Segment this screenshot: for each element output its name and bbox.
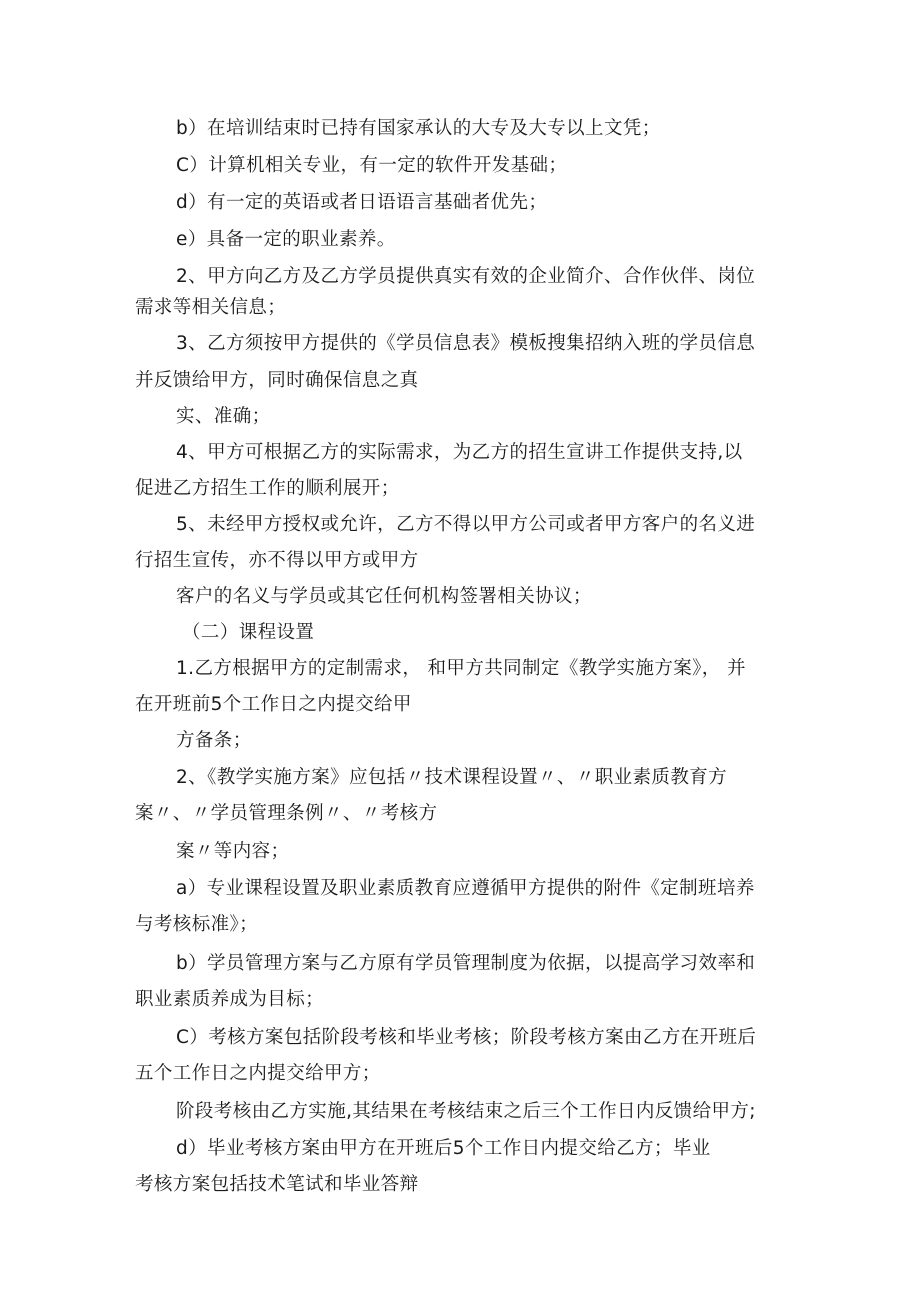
text-line-4: e）具备一定的职业素养。 (176, 229, 396, 250)
text-line-6: 需求等相关信息； (135, 297, 287, 318)
text-line-8: 并反馈给甲方，同时确保信息之真 (135, 370, 419, 391)
text-line-17: 在开班前5个工作日之内提交给甲 (135, 694, 412, 715)
text-line-7: 3、乙方须按甲方提供的《学员信息表》模板搜集招纳入班的学员信息 (176, 333, 756, 354)
text-line-25: 职业素质养成为目标； (135, 989, 325, 1010)
text-line-11: 促进乙方招生工作的顺利展开； (135, 478, 400, 499)
text-line-24: b）学员管理方案与乙方原有学员管理制度为依据，以提高学习效率和 (176, 953, 756, 974)
text-line-22: a）专业课程设置及职业素质教育应遵循甲方提供的附件《定制班培养 (176, 878, 755, 899)
text-line-27: 五个工作日之内提交给甲方； (135, 1063, 381, 1084)
text-line-20: 案〃、〃学员管理条例〃、〃考核方 (135, 803, 438, 824)
text-line-3: d）有一定的英语或者日语语言基础者优先； (176, 192, 548, 213)
text-line-19: 2、《教学实施方案》应包括〃技术课程设置〃、〃职业素质教育方 (176, 767, 728, 788)
text-line-2: C）计算机相关专业，有一定的软件开发基础； (176, 155, 568, 176)
text-line-12: 5、未经甲方授权或允许，乙方不得以甲方公司或者甲方客户的名义进 (176, 514, 756, 535)
text-line-16: 1.乙方根据甲方的定制需求， 和甲方共同制定《教学实施方案》， 并 (176, 658, 746, 679)
text-line-18: 方备条； (176, 730, 252, 751)
text-line-1: b）在培训结束时已持有国家承认的大专及大专以上文凭； (176, 118, 661, 139)
text-line-29: d）毕业考核方案由甲方在开班后5个工作日内提交给乙方；毕业 (176, 1138, 711, 1159)
text-line-10: 4、甲方可根据乙方的实际需求，为乙方的招生宣讲工作提供支持,以 (176, 442, 743, 463)
text-line-21: 案〃等内容； (176, 841, 290, 862)
text-line-5: 2、甲方向乙方及乙方学员提供真实有效的企业简介、合作伙伴、岗位 (176, 266, 756, 287)
section-heading: （二）课程设置 (182, 622, 315, 643)
text-line-30: 考核方案包括技术笔试和毕业答辩 (135, 1174, 419, 1195)
text-line-23: 与考核标准》； (135, 914, 259, 935)
text-line-9: 实、准确； (176, 406, 271, 427)
text-line-28: 阶段考核由乙方实施,其结果在考核结束之后三个工作日内反馈给甲方; (176, 1101, 756, 1122)
text-line-26: C）考核方案包括阶段考核和毕业考核；阶段考核方案由乙方在开班后 (176, 1027, 757, 1048)
text-line-14: 客户的名义与学员或其它任何机构签署相关协议； (176, 586, 592, 607)
text-line-13: 行招生宣传，亦不得以甲方或甲方 (135, 550, 419, 571)
